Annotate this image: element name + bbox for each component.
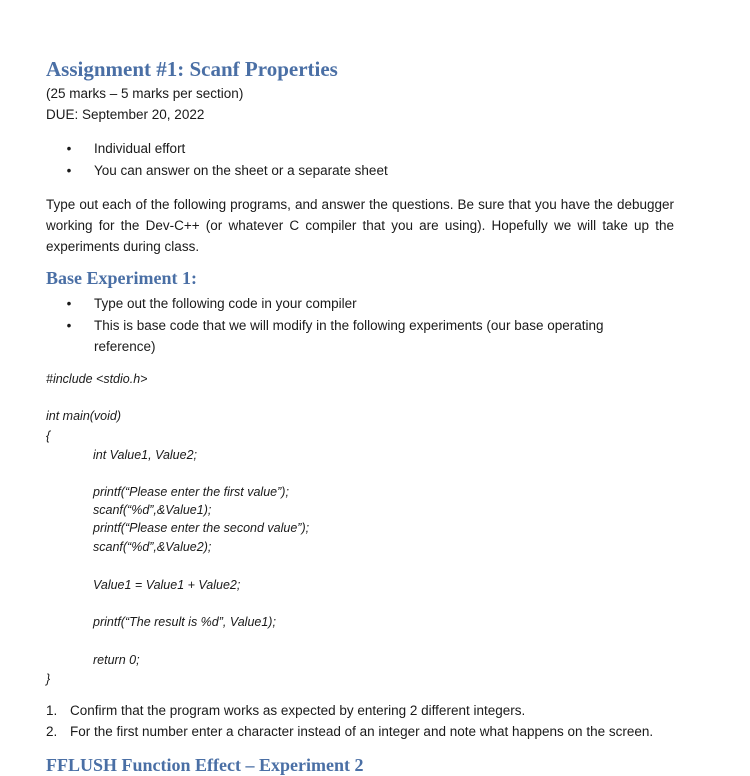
bullet-text: You can answer on the sheet or a separate sheet (94, 163, 388, 178)
question-number: 1. (46, 703, 58, 718)
bullet-text: Type out the following code in your compiler (94, 296, 357, 311)
code-scanf-first: scanf(“%d”,&Value1); (93, 503, 212, 517)
next-section-heading-cutoff: FFLUSH Function Effect – Experiment 2 (46, 755, 364, 775)
bullet-text: This is base code that we will modify in the following experiments (our base operating (94, 318, 604, 333)
marks-line: (25 marks – 5 marks per section) (46, 86, 244, 101)
code-scanf-second: scanf(“%d”,&Value2); (93, 540, 212, 554)
bullet-text: Individual effort (94, 141, 186, 156)
code-printf-second: printf(“Please enter the second value”); (93, 521, 310, 535)
code-include: #include <stdio.h> (46, 372, 148, 386)
code-printf-first: printf(“Please enter the first value”); (93, 485, 289, 499)
code-open-brace: { (46, 429, 51, 443)
bullet-text: reference) (94, 339, 156, 354)
page-title: Assignment #1: Scanf Properties (46, 57, 338, 81)
bullet-dot-icon: • (66, 163, 72, 178)
code-assignment: Value1 = Value1 + Value2; (93, 578, 241, 592)
code-return: return 0; (93, 653, 140, 667)
code-declaration: int Value1, Value2; (93, 448, 198, 462)
code-printf-result: printf(“The result is %d”, Value1); (93, 615, 276, 629)
bullet-dot-icon: • (66, 141, 72, 156)
section-heading-base-experiment: Base Experiment 1: (46, 268, 197, 288)
code-close-brace: } (46, 672, 51, 686)
question-number: 2. (46, 724, 58, 739)
due-date: DUE: September 20, 2022 (46, 107, 205, 122)
instructions-paragraph: Type out each of the following programs, and answer the questions. Be sure that you have the debugger working for the Dev-C++ (or whatever C compiler that you are using). Hopefully we will take up the experiments during class. (46, 197, 674, 254)
bullet-dot-icon: • (66, 296, 72, 311)
bullet-dot-icon: • (66, 318, 72, 333)
question-text: For the first number enter a character instead of an integer and note what happens on the screen. (70, 724, 654, 739)
code-main-signature: int main(void) (46, 409, 122, 423)
question-text: Confirm that the program works as expected by entering 2 different integers. (70, 703, 526, 718)
